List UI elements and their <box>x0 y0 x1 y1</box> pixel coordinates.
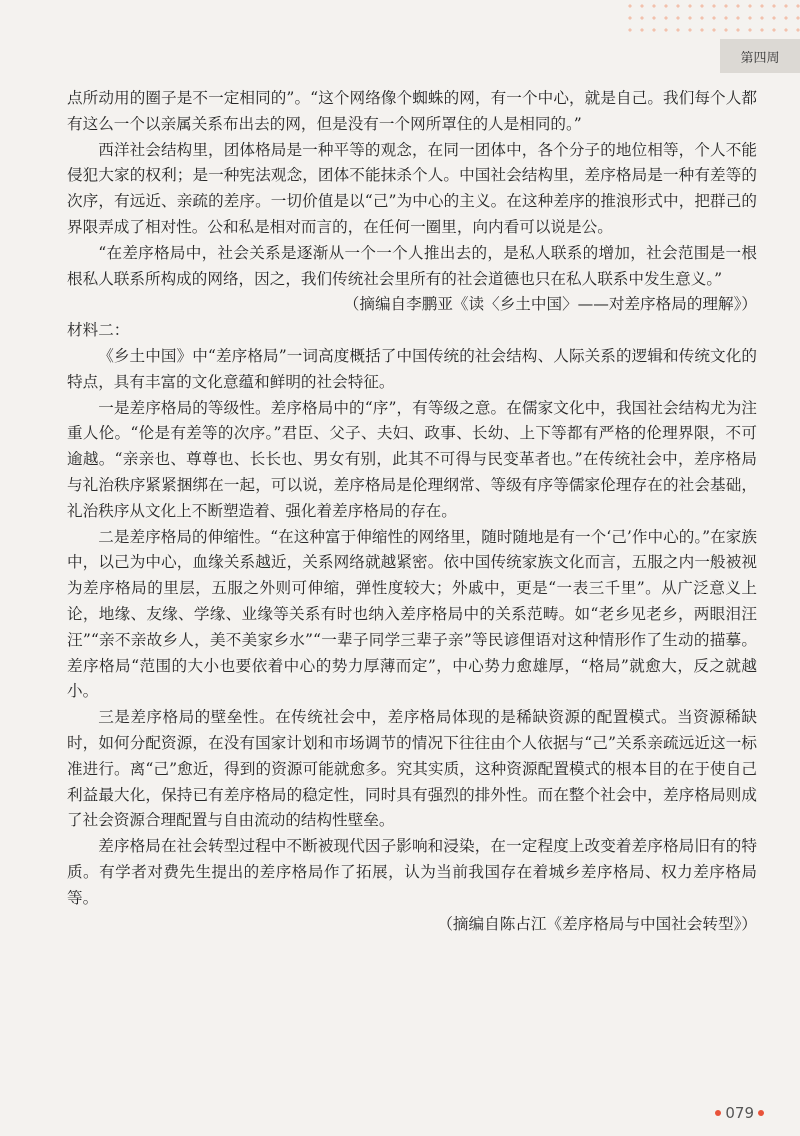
week-tab <box>720 39 800 73</box>
paragraph: 《乡土中国》中“差序格局”一词高度概括了中国传统的社会结构、人际关系的逻辑和传统文化的特点，具有丰富的文化意蕴和鲜明的社会特征。 <box>67 346 757 391</box>
bullet-dot-icon <box>715 1110 721 1116</box>
paragraph: 差序格局在社会转型过程中不断被现代因子影响和浸染，在一定程度上改变着差序格局旧有的特质。有学者对费先生提出的差序格局作了拓展，认为当前我国存在着城乡差序格局、权力差序格局等。 <box>67 837 757 907</box>
page-number-text: 079 <box>725 1104 754 1122</box>
source-citation-1: （摘编自李鹏亚《读〈乡土中国〉——对差序格局的理解》） <box>343 295 757 314</box>
paragraph: 一是差序格局的等级性。差序格局中的“序”，有等级之意。在儒家文化中，我国社会结构尤为注重人伦。“伦是有差等的次序。”君臣、父子、夫妇、政事、长幼、上下等都有严格的伦理界限，不可逾越。“亲亲也、尊尊也、长长也、男女有别，此其不可得与民变革者也。”在传统社会中，差序格局与礼治秩序紧紧捆绑在一起，可以说，差序格局是伦理纲常、等级有序等儒家伦理存在的社会基础，礼治秩序从文化上不断塑造着、强化着差序格局的存在。 <box>67 398 757 520</box>
paragraph: 三是差序格局的壁垒性。在传统社会中，差序格局体现的是稀缺资源的配置模式。当资源稀缺时，如何分配资源，在没有国家计划和市场调节的情况下往往由个人依据与“己”关系亲疏远近这一标准进行。离“己”愈近，得到的资源可能就愈多。究其实质，这种资源配置模式的根本目的在于使自己利益最大化，保持已有差序格局的稳定性，同时具有强烈的排外性。而在整个社会中，差序格局则成了社会资源合理配置与自由流动的结构性壁垒。 <box>67 708 757 830</box>
paragraph: 点所动用的圈子是不一定相同的”。“这个网络像个蜘蛛的网，有一个中心，就是自己。我们每个人都有这么一个以亲属关系布出去的网，但是没有一个网所罩住的人是相同的。” <box>67 89 757 133</box>
paragraph-quote: “在差序格局中，社会关系是逐渐从一个一个人推出去的，是私人联系的增加，社会范围是一根根私人联系所构成的网络，因之，我们传统社会里所有的社会道德也只在私人联系中发生意义。” <box>67 243 757 288</box>
paragraph: 西洋社会结构里，团体格局是一种平等的观念，在同一团体中，各个分子的地位相等，个人不能侵犯大家的权利；是一种宪法观念，团体不能抹杀个人。中国社会结构里，差序格局是一种有差等的次序，有远近、亲疏的差序。一切价值是以“己”为中心的主义。在这种差序的推浪形式中，把群己的界限弄成了相对性。公和私是相对而言的，在任何一圈里，向内看可以说是公。 <box>67 140 757 236</box>
material-2-heading: 材料二： <box>67 321 130 340</box>
paragraph: 二是差序格局的伸缩性。“在这种富于伸缩性的网络里，随时随地是有一个‘己’作中心的。”在家族中，以己为中心，血缘关系越近，关系网络就越紧密。依中国传统家族文化而言，五服之内一般被视为差序格局的里层，五服之外则可伸缩，弹性度较大；外戚中，更是“一表三千里”。从广泛意义上论，地缘、友缘、学缘、业缘等关系有时也纳入差序格局中的关系范畴。如“老乡见老乡，两眼泪汪汪”“亲不亲故乡人，美不美家乡水”“一辈子同学三辈子亲”等民谚俚语对这种情形作了生动的描摹。差序格局“范围的大小也要依着中心的势力厚薄而定”，中心势力愈雄厚，“格局”就愈大，反之就越小。 <box>67 527 757 701</box>
page-number <box>715 1104 764 1122</box>
article-body <box>67 86 757 937</box>
week-label: 第四周 <box>740 50 780 66</box>
bullet-dot-icon <box>758 1110 764 1116</box>
source-citation-2: （摘编自陈占江《差序格局与中国社会转型》） <box>437 914 757 933</box>
decorative-dot-pattern <box>624 0 800 40</box>
